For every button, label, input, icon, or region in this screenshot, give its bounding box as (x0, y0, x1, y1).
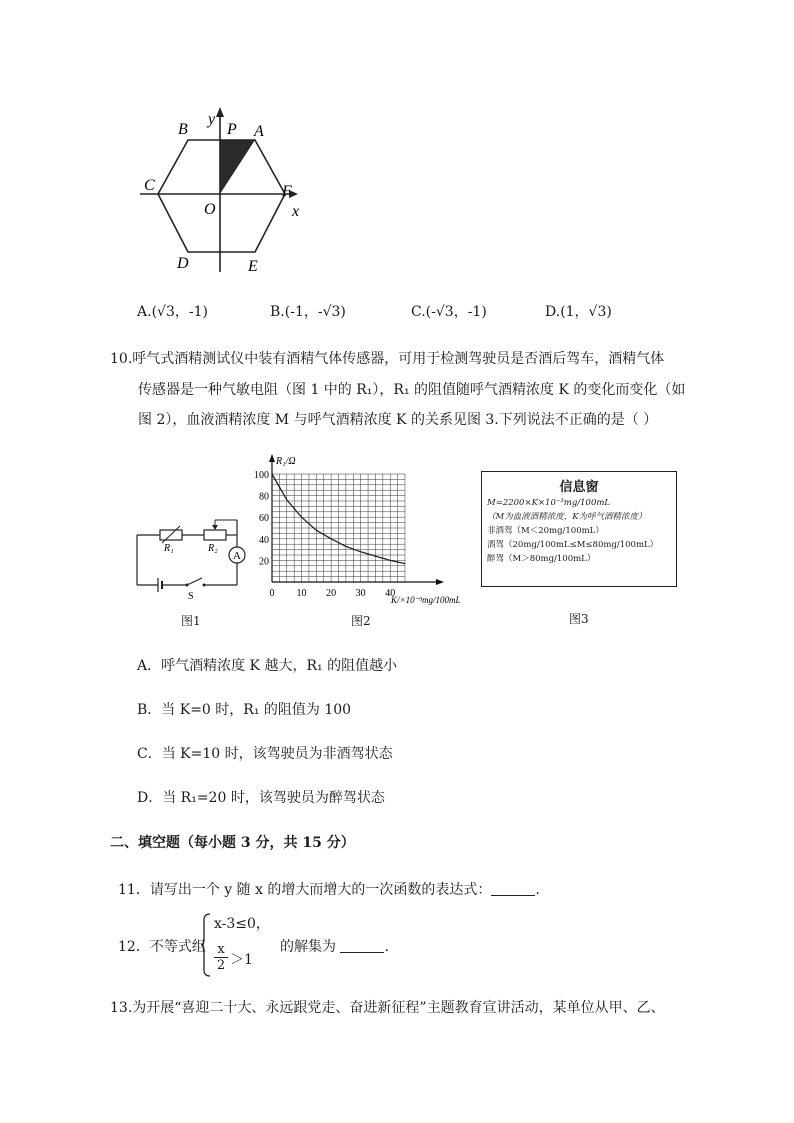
info-line-no-drink: 非酒驾（M＜20mg/100mL） (487, 526, 604, 536)
q9-option-c[interactable]: C.(-√3，-1) (411, 304, 487, 320)
chart-ylabel: R₁/Ω (276, 456, 296, 467)
label-E: E (248, 258, 258, 275)
chart-ytick-label: 40 (259, 534, 269, 546)
q12-suffix-text: 的解集为 (280, 939, 336, 955)
q10-line3: 图 2），血液酒精浓度 M 与呼气酒精浓度 K 的关系见图 3.下列说法不正确的是（ ） (138, 412, 658, 428)
label-F: F (282, 183, 292, 200)
r2-label: R₂ (208, 543, 218, 554)
chart-xtick-label: 30 (355, 588, 366, 599)
chart-ytick-label: 80 (259, 491, 269, 503)
y-axis-arrow (216, 107, 224, 117)
chart-xtick-label: 0 (269, 588, 275, 599)
fig2-caption: 图2 (351, 614, 371, 628)
chart-xtick-label: 10 (296, 588, 307, 599)
ammeter-label: A (233, 550, 241, 562)
q11 (118, 880, 540, 900)
info-title: 信息窗 (559, 480, 599, 495)
fig1-caption: 图1 (181, 614, 201, 628)
q11-answer-blank[interactable] (491, 881, 535, 896)
chart-ytick-label: 20 (259, 556, 269, 568)
info-line-drink: 酒驾（20mg/100mL≤M≤80mg/100mL） (487, 540, 659, 550)
q10-option-c[interactable]: C．当 K=10 时，该驾驶员为非酒驾状态 (137, 746, 393, 762)
q10-line2: 传感器是一种气敏电阻（图 1 中的 R₁），R₁ 的阻值随呼气酒精浓度 K 的变化而变化（如 (138, 382, 686, 398)
q9-option-a[interactable]: A.(√3，-1) (137, 304, 208, 320)
chart-x-axis-arrow (436, 579, 444, 585)
chart-y-axis-arrow (269, 454, 275, 462)
switch-label: S (188, 591, 194, 600)
label-D: D (177, 255, 189, 272)
r2-slider-tip (212, 525, 218, 530)
label-B: B (178, 121, 188, 138)
switch-lever (187, 578, 202, 585)
circuit-figure (132, 515, 248, 600)
q12-prefix: 12．不等式组 (118, 939, 206, 955)
q13-line1: 13.为开展“喜迎二十大、永远跟党走、奋进新征程”主题教育宣讲活动，某单位从甲、乙、 (110, 1000, 665, 1016)
label-y: y (208, 111, 216, 128)
q9-option-b[interactable]: B.(-1，-√3) (270, 304, 346, 320)
chart-xlabel: K/×10⁻³mg/100mL (391, 595, 461, 605)
chart-ytick-label: 60 (259, 513, 269, 525)
q12-ineq2-fraction (214, 942, 228, 973)
label-A: A (254, 123, 264, 140)
r1-label: R₁ (164, 543, 174, 554)
label-x: x (292, 203, 300, 220)
brace-icon (200, 912, 212, 978)
info-line-drunk: 醉驾（M＞80mg/100mL） (487, 554, 596, 564)
q12-end: . (384, 939, 389, 955)
hexagon-figure (140, 100, 320, 285)
label-O: O (204, 201, 216, 218)
q11-end: . (535, 882, 540, 898)
shaded-triangle (220, 140, 255, 194)
chart-ytick-label: 100 (254, 470, 269, 481)
chart-xtick-label: 20 (326, 588, 337, 599)
q12-ineq2-numerator: x (214, 942, 228, 958)
q12-answer-blank[interactable] (340, 938, 384, 953)
label-P: P (227, 121, 237, 138)
q12-ineq2-relation: ＞1 (230, 952, 253, 968)
q10-option-d[interactable]: D．当 R₁=20 时，该驾驶员为醉驾状态 (137, 790, 385, 806)
fig3-caption: 图3 (569, 612, 589, 626)
q9-option-d[interactable]: D.(1，√3) (545, 304, 612, 320)
info-line-formula: M=2200×K×10⁻³mg/100mL (487, 498, 611, 508)
chart-xtick-label: 40 (385, 588, 396, 599)
q10-option-b[interactable]: B．当 K=0 时，R₁ 的阻值为 100 (137, 702, 352, 718)
q12-suffix (280, 937, 389, 957)
q10-line1: 10.呼气式酒精测试仪中装有酒精气体传感器，可用于检测驾驶员是否酒后驾车，酒精气体 (110, 351, 665, 367)
q10-option-a[interactable]: A．呼气酒精浓度 K 越大，R₁ 的阻值越小 (137, 658, 398, 674)
resistor-r2 (204, 530, 226, 540)
info-line-definition: （M为血液酒精浓度，K为呼气酒精浓度） (487, 512, 647, 522)
section-title: 二、填空题（每小题 3 分，共 15 分） (110, 835, 355, 851)
q12-ineq2-denominator: 2 (216, 958, 226, 973)
q12-ineq1: x-3≤0， (214, 916, 270, 932)
q11-text: 11．请写出一个 y 随 x 的增大而增大的一次函数的表达式： (118, 882, 492, 898)
label-C: C (144, 177, 155, 194)
resistance-chart (248, 452, 480, 608)
info-window (481, 471, 677, 587)
